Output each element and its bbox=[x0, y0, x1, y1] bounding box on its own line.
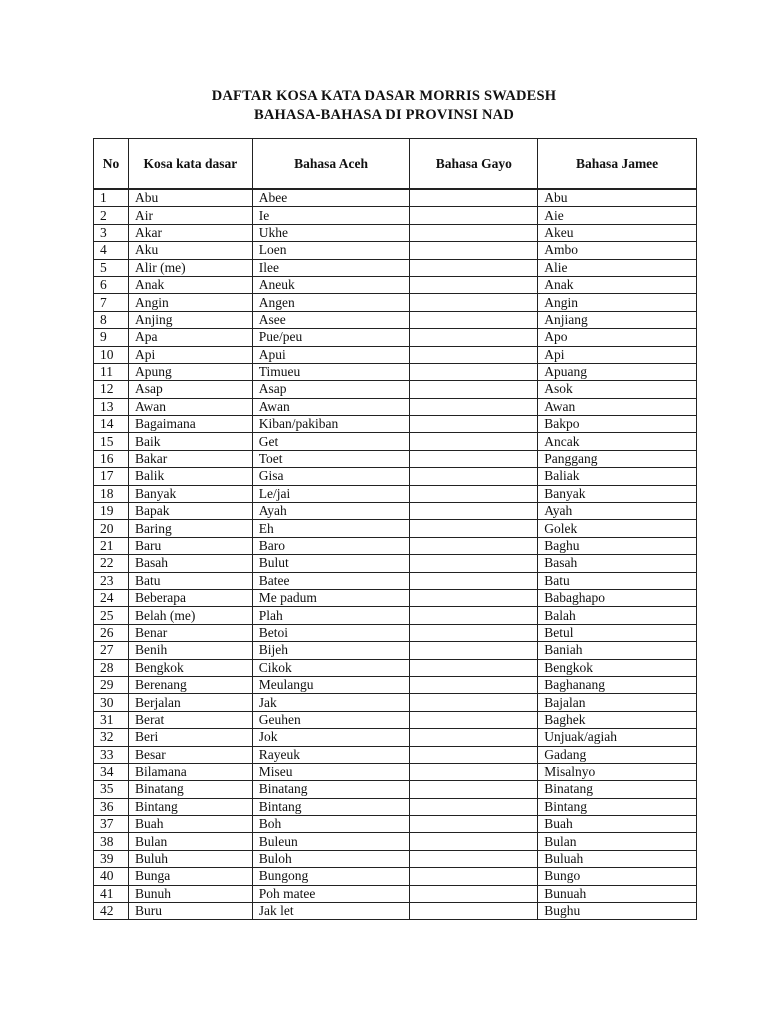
cell-no: 28 bbox=[94, 659, 129, 676]
cell-bahasa-jamee: Betul bbox=[538, 624, 697, 641]
table-row bbox=[94, 346, 697, 363]
cell-no: 11 bbox=[94, 363, 129, 380]
cell-bahasa-aceh: Meulangu bbox=[252, 676, 410, 693]
cell-no: 5 bbox=[94, 259, 129, 276]
cell-bahasa-jamee: Bajalan bbox=[538, 694, 697, 711]
cell-no: 33 bbox=[94, 746, 129, 763]
cell-kosa-kata-dasar: Bapak bbox=[129, 503, 253, 520]
cell-no: 8 bbox=[94, 311, 129, 328]
table-row bbox=[94, 503, 697, 520]
header-bahasa-aceh: Bahasa Aceh bbox=[252, 139, 410, 190]
cell-bahasa-gayo bbox=[410, 363, 538, 380]
cell-bahasa-jamee: Baniah bbox=[538, 642, 697, 659]
cell-no: 35 bbox=[94, 781, 129, 798]
cell-bahasa-aceh: Cikok bbox=[252, 659, 410, 676]
cell-no: 7 bbox=[94, 294, 129, 311]
cell-kosa-kata-dasar: Berenang bbox=[129, 676, 253, 693]
cell-bahasa-gayo bbox=[410, 868, 538, 885]
cell-bahasa-gayo bbox=[410, 433, 538, 450]
cell-bahasa-aceh: Bijeh bbox=[252, 642, 410, 659]
cell-bahasa-jamee: Babaghapo bbox=[538, 589, 697, 606]
cell-bahasa-gayo bbox=[410, 346, 538, 363]
cell-bahasa-jamee: Misalnyo bbox=[538, 763, 697, 780]
cell-bahasa-gayo bbox=[410, 659, 538, 676]
cell-no: 3 bbox=[94, 224, 129, 241]
cell-bahasa-jamee: Asok bbox=[538, 381, 697, 398]
cell-bahasa-gayo bbox=[410, 642, 538, 659]
cell-bahasa-gayo bbox=[410, 850, 538, 867]
cell-no: 38 bbox=[94, 833, 129, 850]
cell-bahasa-aceh: Ie bbox=[252, 207, 410, 224]
cell-no: 4 bbox=[94, 242, 129, 259]
cell-no: 41 bbox=[94, 885, 129, 902]
cell-kosa-kata-dasar: Apa bbox=[129, 329, 253, 346]
cell-bahasa-aceh: Le/jai bbox=[252, 485, 410, 502]
cell-no: 13 bbox=[94, 398, 129, 415]
cell-bahasa-aceh: Asee bbox=[252, 311, 410, 328]
cell-bahasa-aceh: Betoi bbox=[252, 624, 410, 641]
cell-kosa-kata-dasar: Awan bbox=[129, 398, 253, 415]
table-row bbox=[94, 555, 697, 572]
cell-kosa-kata-dasar: Asap bbox=[129, 381, 253, 398]
table-row bbox=[94, 189, 697, 207]
cell-bahasa-gayo bbox=[410, 711, 538, 728]
table-row bbox=[94, 242, 697, 259]
table-row bbox=[94, 850, 697, 867]
cell-bahasa-jamee: Anak bbox=[538, 276, 697, 293]
table-row bbox=[94, 485, 697, 502]
cell-bahasa-jamee: Golek bbox=[538, 520, 697, 537]
cell-no: 1 bbox=[94, 189, 129, 207]
cell-bahasa-jamee: Alie bbox=[538, 259, 697, 276]
table-row bbox=[94, 520, 697, 537]
cell-bahasa-jamee: Awan bbox=[538, 398, 697, 415]
header-bahasa-jamee: Bahasa Jamee bbox=[538, 139, 697, 190]
table-row bbox=[94, 868, 697, 885]
cell-no: 27 bbox=[94, 642, 129, 659]
table-row bbox=[94, 694, 697, 711]
cell-bahasa-jamee: Ambo bbox=[538, 242, 697, 259]
cell-kosa-kata-dasar: Banyak bbox=[129, 485, 253, 502]
cell-bahasa-gayo bbox=[410, 729, 538, 746]
cell-bahasa-gayo bbox=[410, 763, 538, 780]
cell-kosa-kata-dasar: Baru bbox=[129, 537, 253, 554]
cell-bahasa-gayo bbox=[410, 816, 538, 833]
table-header bbox=[94, 139, 697, 190]
cell-kosa-kata-dasar: Bengkok bbox=[129, 659, 253, 676]
cell-bahasa-aceh: Geuhen bbox=[252, 711, 410, 728]
cell-bahasa-aceh: Boh bbox=[252, 816, 410, 833]
cell-bahasa-jamee: Basah bbox=[538, 555, 697, 572]
cell-kosa-kata-dasar: Bintang bbox=[129, 798, 253, 815]
cell-kosa-kata-dasar: Apung bbox=[129, 363, 253, 380]
cell-no: 12 bbox=[94, 381, 129, 398]
cell-bahasa-gayo bbox=[410, 572, 538, 589]
table-row bbox=[94, 903, 697, 920]
cell-bahasa-aceh: Buleun bbox=[252, 833, 410, 850]
cell-bahasa-jamee: Binatang bbox=[538, 781, 697, 798]
table-row bbox=[94, 729, 697, 746]
cell-kosa-kata-dasar: Berjalan bbox=[129, 694, 253, 711]
cell-bahasa-aceh: Eh bbox=[252, 520, 410, 537]
table-row bbox=[94, 763, 697, 780]
cell-kosa-kata-dasar: Basah bbox=[129, 555, 253, 572]
cell-no: 42 bbox=[94, 903, 129, 920]
cell-no: 10 bbox=[94, 346, 129, 363]
table-row bbox=[94, 363, 697, 380]
cell-bahasa-gayo bbox=[410, 694, 538, 711]
table-row bbox=[94, 381, 697, 398]
cell-bahasa-jamee: Bintang bbox=[538, 798, 697, 815]
cell-bahasa-aceh: Loen bbox=[252, 242, 410, 259]
cell-bahasa-aceh: Timueu bbox=[252, 363, 410, 380]
cell-bahasa-aceh: Toet bbox=[252, 450, 410, 467]
cell-bahasa-aceh: Abee bbox=[252, 189, 410, 207]
cell-kosa-kata-dasar: Baik bbox=[129, 433, 253, 450]
table-row bbox=[94, 833, 697, 850]
table-row bbox=[94, 433, 697, 450]
header-kosa-kata-dasar: Kosa kata dasar bbox=[129, 139, 253, 190]
cell-kosa-kata-dasar: Alir (me) bbox=[129, 259, 253, 276]
cell-bahasa-aceh: Rayeuk bbox=[252, 746, 410, 763]
cell-bahasa-aceh: Bulut bbox=[252, 555, 410, 572]
cell-kosa-kata-dasar: Berat bbox=[129, 711, 253, 728]
header-row bbox=[94, 139, 697, 190]
cell-bahasa-gayo bbox=[410, 189, 538, 207]
table-row bbox=[94, 572, 697, 589]
cell-bahasa-gayo bbox=[410, 607, 538, 624]
table-row bbox=[94, 885, 697, 902]
cell-no: 26 bbox=[94, 624, 129, 641]
cell-bahasa-aceh: Ilee bbox=[252, 259, 410, 276]
cell-bahasa-aceh: Jak bbox=[252, 694, 410, 711]
cell-bahasa-gayo bbox=[410, 555, 538, 572]
cell-bahasa-aceh: Batee bbox=[252, 572, 410, 589]
cell-bahasa-gayo bbox=[410, 242, 538, 259]
cell-kosa-kata-dasar: Batu bbox=[129, 572, 253, 589]
cell-kosa-kata-dasar: Buru bbox=[129, 903, 253, 920]
cell-kosa-kata-dasar: Binatang bbox=[129, 781, 253, 798]
cell-no: 20 bbox=[94, 520, 129, 537]
cell-kosa-kata-dasar: Besar bbox=[129, 746, 253, 763]
cell-bahasa-aceh: Baro bbox=[252, 537, 410, 554]
cell-no: 34 bbox=[94, 763, 129, 780]
cell-kosa-kata-dasar: Aku bbox=[129, 242, 253, 259]
cell-bahasa-aceh: Buloh bbox=[252, 850, 410, 867]
cell-bahasa-gayo bbox=[410, 833, 538, 850]
header-bahasa-gayo: Bahasa Gayo bbox=[410, 139, 538, 190]
cell-bahasa-jamee: Akeu bbox=[538, 224, 697, 241]
cell-bahasa-gayo bbox=[410, 207, 538, 224]
cell-kosa-kata-dasar: Bagaimana bbox=[129, 416, 253, 433]
cell-bahasa-aceh: Poh matee bbox=[252, 885, 410, 902]
cell-bahasa-gayo bbox=[410, 537, 538, 554]
cell-kosa-kata-dasar: Bakar bbox=[129, 450, 253, 467]
table-row bbox=[94, 798, 697, 815]
table-row bbox=[94, 537, 697, 554]
cell-bahasa-jamee: Buluah bbox=[538, 850, 697, 867]
cell-bahasa-gayo bbox=[410, 589, 538, 606]
cell-kosa-kata-dasar: Angin bbox=[129, 294, 253, 311]
cell-bahasa-gayo bbox=[410, 276, 538, 293]
cell-no: 9 bbox=[94, 329, 129, 346]
table-row bbox=[94, 468, 697, 485]
cell-no: 14 bbox=[94, 416, 129, 433]
table-row bbox=[94, 711, 697, 728]
cell-no: 6 bbox=[94, 276, 129, 293]
cell-bahasa-aceh: Angen bbox=[252, 294, 410, 311]
cell-bahasa-gayo bbox=[410, 450, 538, 467]
table-row bbox=[94, 589, 697, 606]
cell-no: 30 bbox=[94, 694, 129, 711]
cell-bahasa-gayo bbox=[410, 781, 538, 798]
table-row bbox=[94, 207, 697, 224]
cell-bahasa-gayo bbox=[410, 798, 538, 815]
cell-bahasa-jamee: Ayah bbox=[538, 503, 697, 520]
cell-kosa-kata-dasar: Beberapa bbox=[129, 589, 253, 606]
cell-bahasa-gayo bbox=[410, 398, 538, 415]
cell-bahasa-gayo bbox=[410, 468, 538, 485]
cell-no: 2 bbox=[94, 207, 129, 224]
cell-bahasa-jamee: Gadang bbox=[538, 746, 697, 763]
cell-no: 36 bbox=[94, 798, 129, 815]
table-row bbox=[94, 416, 697, 433]
cell-bahasa-aceh: Ukhe bbox=[252, 224, 410, 241]
cell-bahasa-gayo bbox=[410, 224, 538, 241]
cell-kosa-kata-dasar: Bunga bbox=[129, 868, 253, 885]
table-row bbox=[94, 294, 697, 311]
document-title-line-2: BAHASA-BAHASA DI PROVINSI NAD bbox=[254, 107, 514, 123]
cell-bahasa-gayo bbox=[410, 746, 538, 763]
cell-no: 16 bbox=[94, 450, 129, 467]
cell-kosa-kata-dasar: Akar bbox=[129, 224, 253, 241]
table-row bbox=[94, 659, 697, 676]
cell-kosa-kata-dasar: Air bbox=[129, 207, 253, 224]
cell-bahasa-jamee: Bughu bbox=[538, 903, 697, 920]
cell-bahasa-jamee: Ancak bbox=[538, 433, 697, 450]
cell-kosa-kata-dasar: Baring bbox=[129, 520, 253, 537]
cell-kosa-kata-dasar: Balik bbox=[129, 468, 253, 485]
cell-bahasa-aceh: Aneuk bbox=[252, 276, 410, 293]
cell-no: 25 bbox=[94, 607, 129, 624]
table-row bbox=[94, 311, 697, 328]
cell-bahasa-gayo bbox=[410, 676, 538, 693]
cell-bahasa-gayo bbox=[410, 311, 538, 328]
cell-bahasa-jamee: Buah bbox=[538, 816, 697, 833]
table-row bbox=[94, 781, 697, 798]
cell-no: 29 bbox=[94, 676, 129, 693]
table-row bbox=[94, 676, 697, 693]
cell-bahasa-aceh: Bungong bbox=[252, 868, 410, 885]
table-body bbox=[94, 189, 697, 920]
cell-bahasa-jamee: Aie bbox=[538, 207, 697, 224]
cell-no: 23 bbox=[94, 572, 129, 589]
cell-bahasa-jamee: Baghek bbox=[538, 711, 697, 728]
cell-no: 37 bbox=[94, 816, 129, 833]
cell-bahasa-aceh: Ayah bbox=[252, 503, 410, 520]
cell-bahasa-aceh: Get bbox=[252, 433, 410, 450]
cell-kosa-kata-dasar: Bilamana bbox=[129, 763, 253, 780]
cell-bahasa-aceh: Jok bbox=[252, 729, 410, 746]
cell-kosa-kata-dasar: Buah bbox=[129, 816, 253, 833]
cell-kosa-kata-dasar: Api bbox=[129, 346, 253, 363]
cell-bahasa-gayo bbox=[410, 259, 538, 276]
cell-bahasa-aceh: Jak let bbox=[252, 903, 410, 920]
cell-bahasa-aceh: Pue/peu bbox=[252, 329, 410, 346]
cell-kosa-kata-dasar: Beri bbox=[129, 729, 253, 746]
table-row bbox=[94, 224, 697, 241]
table-row bbox=[94, 329, 697, 346]
cell-bahasa-jamee: Banyak bbox=[538, 485, 697, 502]
cell-bahasa-gayo bbox=[410, 903, 538, 920]
cell-no: 21 bbox=[94, 537, 129, 554]
cell-bahasa-jamee: Bengkok bbox=[538, 659, 697, 676]
swadesh-word-table bbox=[93, 138, 697, 920]
cell-bahasa-jamee: Bunuah bbox=[538, 885, 697, 902]
cell-no: 40 bbox=[94, 868, 129, 885]
table-row bbox=[94, 816, 697, 833]
cell-bahasa-gayo bbox=[410, 624, 538, 641]
cell-no: 18 bbox=[94, 485, 129, 502]
cell-no: 24 bbox=[94, 589, 129, 606]
cell-bahasa-aceh: Asap bbox=[252, 381, 410, 398]
header-no: No bbox=[94, 139, 129, 190]
cell-kosa-kata-dasar: Anjing bbox=[129, 311, 253, 328]
cell-bahasa-jamee: Angin bbox=[538, 294, 697, 311]
cell-no: 17 bbox=[94, 468, 129, 485]
cell-bahasa-aceh: Kiban/pakiban bbox=[252, 416, 410, 433]
cell-bahasa-aceh: Me padum bbox=[252, 589, 410, 606]
cell-bahasa-aceh: Miseu bbox=[252, 763, 410, 780]
cell-bahasa-jamee: Batu bbox=[538, 572, 697, 589]
cell-bahasa-jamee: Api bbox=[538, 346, 697, 363]
cell-kosa-kata-dasar: Belah (me) bbox=[129, 607, 253, 624]
cell-bahasa-gayo bbox=[410, 503, 538, 520]
table-row bbox=[94, 607, 697, 624]
cell-kosa-kata-dasar: Buluh bbox=[129, 850, 253, 867]
cell-bahasa-gayo bbox=[410, 381, 538, 398]
cell-no: 15 bbox=[94, 433, 129, 450]
cell-no: 32 bbox=[94, 729, 129, 746]
table-row bbox=[94, 398, 697, 415]
cell-bahasa-jamee: Apo bbox=[538, 329, 697, 346]
cell-no: 19 bbox=[94, 503, 129, 520]
cell-bahasa-jamee: Bakpo bbox=[538, 416, 697, 433]
cell-no: 39 bbox=[94, 850, 129, 867]
cell-bahasa-aceh: Gisa bbox=[252, 468, 410, 485]
cell-bahasa-jamee: Bungo bbox=[538, 868, 697, 885]
cell-bahasa-aceh: Apui bbox=[252, 346, 410, 363]
cell-bahasa-aceh: Binatang bbox=[252, 781, 410, 798]
table-row bbox=[94, 276, 697, 293]
cell-bahasa-gayo bbox=[410, 294, 538, 311]
table-row bbox=[94, 642, 697, 659]
cell-bahasa-jamee: Unjuak/agiah bbox=[538, 729, 697, 746]
cell-bahasa-jamee: Baliak bbox=[538, 468, 697, 485]
cell-bahasa-jamee: Baghu bbox=[538, 537, 697, 554]
cell-bahasa-aceh: Plah bbox=[252, 607, 410, 624]
document-title-line-1: DAFTAR KOSA KATA DASAR MORRIS SWADESH bbox=[211, 88, 557, 104]
cell-no: 31 bbox=[94, 711, 129, 728]
cell-bahasa-jamee: Balah bbox=[538, 607, 697, 624]
cell-kosa-kata-dasar: Anak bbox=[129, 276, 253, 293]
cell-kosa-kata-dasar: Bunuh bbox=[129, 885, 253, 902]
cell-kosa-kata-dasar: Benih bbox=[129, 642, 253, 659]
table-row bbox=[94, 259, 697, 276]
cell-bahasa-gayo bbox=[410, 885, 538, 902]
cell-kosa-kata-dasar: Benar bbox=[129, 624, 253, 641]
cell-bahasa-aceh: Awan bbox=[252, 398, 410, 415]
cell-bahasa-gayo bbox=[410, 520, 538, 537]
table-row bbox=[94, 450, 697, 467]
cell-bahasa-jamee: Abu bbox=[538, 189, 697, 207]
cell-bahasa-aceh: Bintang bbox=[252, 798, 410, 815]
cell-bahasa-jamee: Apuang bbox=[538, 363, 697, 380]
table-row bbox=[94, 746, 697, 763]
cell-bahasa-jamee: Panggang bbox=[538, 450, 697, 467]
cell-bahasa-jamee: Bulan bbox=[538, 833, 697, 850]
cell-bahasa-gayo bbox=[410, 416, 538, 433]
cell-no: 22 bbox=[94, 555, 129, 572]
cell-bahasa-jamee: Anjiang bbox=[538, 311, 697, 328]
table-row bbox=[94, 624, 697, 641]
cell-bahasa-gayo bbox=[410, 329, 538, 346]
cell-kosa-kata-dasar: Bulan bbox=[129, 833, 253, 850]
cell-bahasa-gayo bbox=[410, 485, 538, 502]
cell-kosa-kata-dasar: Abu bbox=[129, 189, 253, 207]
cell-bahasa-jamee: Baghanang bbox=[538, 676, 697, 693]
